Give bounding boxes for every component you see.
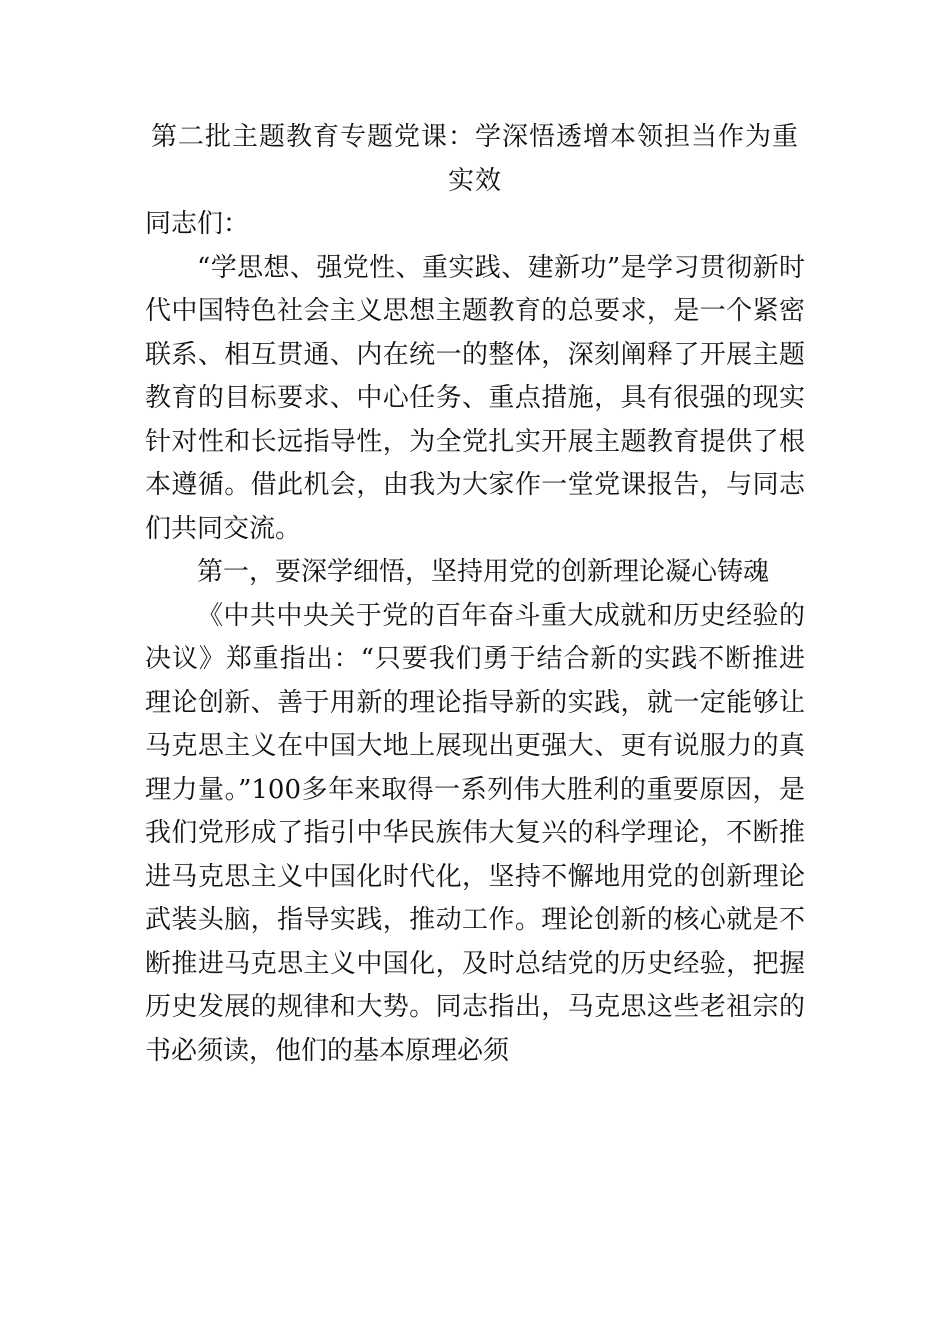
intro-paragraph: “学思想、强党性、重实践、建新功”是学习贯彻新时代中国特色社会主义思想主题教育的总要求，是一个紧密联系、相互贯通、内在统一的整体，深刻阐释了开展主题教育的目标要求、中心任务、重点措施，具有很强的现实针对性和长远指导性，为全党扎实开展主题教育提供了根本遵循。借此机会，由我为大家作一堂党课报告，与同志们共同交流。 [145,252,805,544]
salutation: 同志们： [145,209,250,239]
document-title: 第二批主题教育专题党课：学深悟透增本领担当作为重实效 [150,122,799,196]
document-body [145,116,805,1073]
section-heading: 第一，要深学细悟，坚持用党的创新理论凝心铸魂 [197,557,770,587]
section-paragraph: 《中共中央关于党的百年奋斗重大成就和历史经验的决议》郑重指出：“只要我们勇于结合新的实践不断推进理论创新、善于用新的理论指导新的实践，就一定能够让马克思主义在中国大地上展现出更强大、更有说服力的真理力量。”100多年来取得一系列伟大胜利的重要原因，是我们党形成了指引中华民族伟大复兴的科学理论，不断推进马克思主义中国化时代化，坚持不懈地用党的创新理论武装头脑，指导实践，推动工作。理论创新的核心就是不断推进马克思主义中国化，及时总结党的历史经验，把握历史发展的规律和大势。同志指出，马克思这些老祖宗的书必须读，他们的基本原理必须 [145,600,805,1066]
